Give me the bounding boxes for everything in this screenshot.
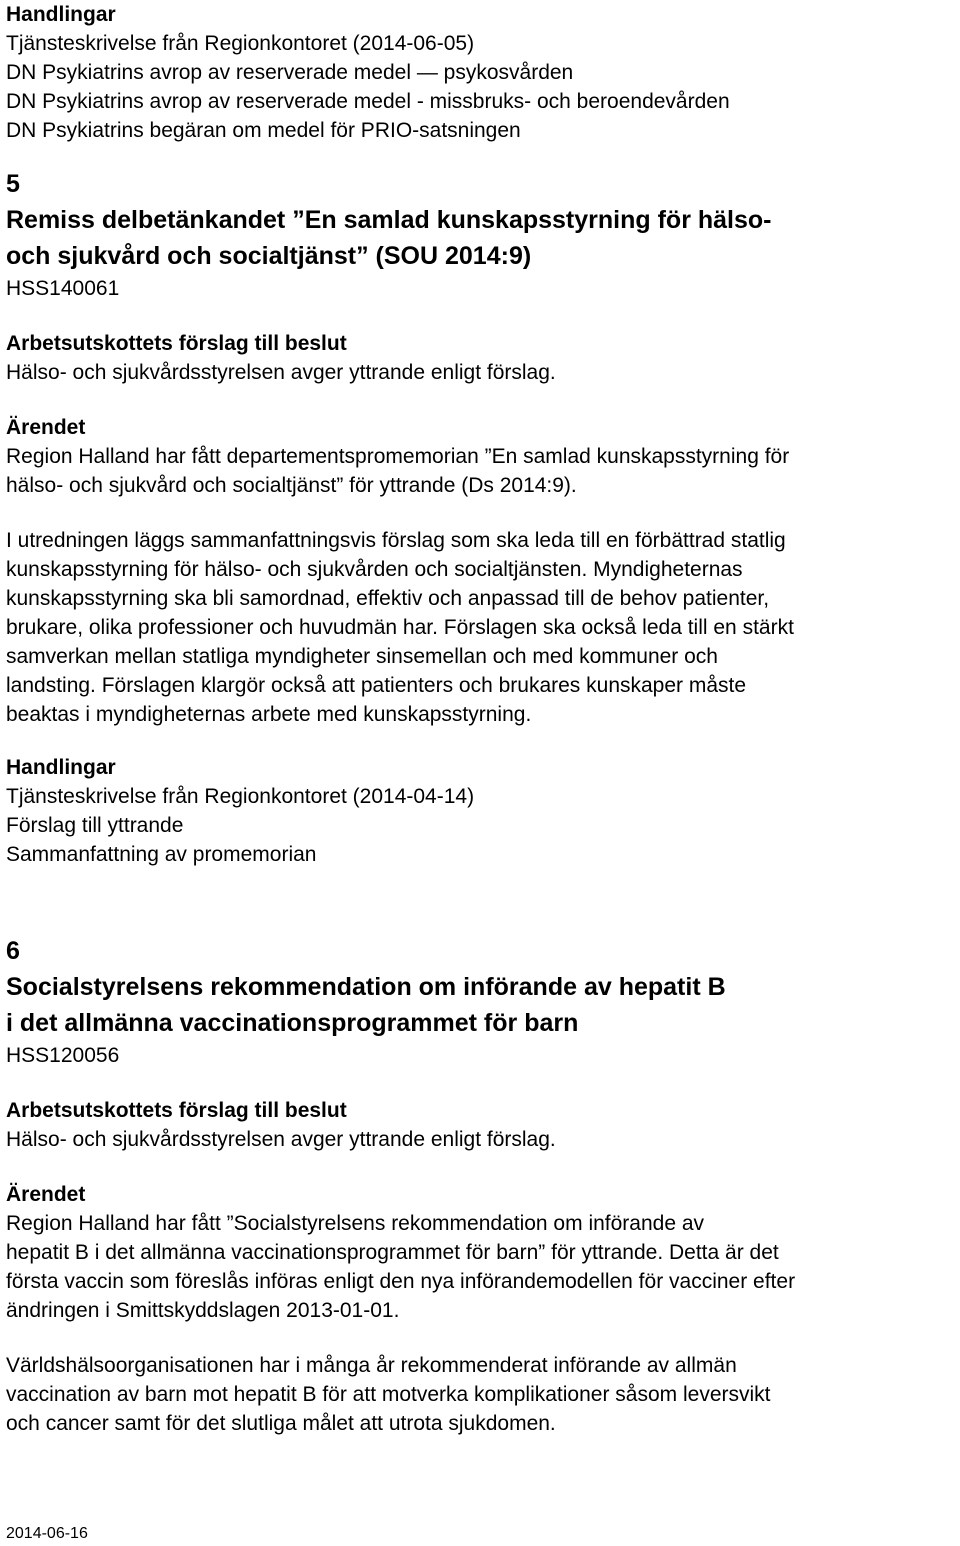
document-item: DN Psykiatrins avrop av reserverade medel — psykosvården	[6, 61, 574, 84]
item-number: 6	[6, 937, 20, 965]
matter-text-line: Region Halland har fått ”Socialstyrelsens rekommendation om införande av	[6, 1212, 705, 1235]
document-item: Sammanfattning av promemorian	[6, 843, 317, 866]
paragraph-line: kunskapsstyrning ska bli samordnad, effektiv och anpassad till de behov patienter,	[6, 587, 770, 610]
proposal-heading: Arbetsutskottets förslag till beslut	[6, 332, 347, 355]
case-id: HSS140061	[6, 277, 120, 300]
document-item: Förslag till yttrande	[6, 814, 184, 837]
item-title-line: Socialstyrelsens rekommendation om införande av hepatit B	[6, 973, 726, 1001]
documents-heading: Handlingar	[6, 3, 116, 26]
matter-text-line: ändringen i Smittskyddslagen 2013-01-01.	[6, 1299, 400, 1322]
matter-text-line: första vaccin som föreslås införas enligt den nya införandemodellen för vacciner efter	[6, 1270, 796, 1293]
paragraph-line: kunskapsstyrning för hälso- och sjukvården och socialtjänsten. Myndigheternas	[6, 558, 743, 581]
document-item: Tjänsteskrivelse från Regionkontoret (2014-04-14)	[6, 785, 475, 808]
matter-heading: Ärendet	[6, 416, 86, 439]
documents-heading: Handlingar	[6, 756, 116, 779]
paragraph-line: samverkan mellan statliga myndigheter sinsemellan och med kommuner och	[6, 645, 718, 668]
agenda-item-5	[6, 168, 794, 869]
proposal-text: Hälso- och sjukvårdsstyrelsen avger yttrande enligt förslag.	[6, 1128, 556, 1151]
paragraph-line: landsting. Förslagen klargör också att patienters och brukares kunskaper måste	[6, 674, 747, 697]
paragraph-line: vaccination av barn mot hepatit B för att motverka komplikationer såsom leversvikt	[6, 1383, 771, 1406]
summary-paragraph	[6, 526, 794, 729]
matter-text-line: hälso- och sjukvård och socialtjänst” för yttrande (Ds 2014:9).	[6, 474, 577, 497]
matter-text-line: hepatit B i det allmänna vaccinationsprogrammet för barn” för yttrande. Detta är det	[6, 1241, 779, 1264]
proposal-heading: Arbetsutskottets förslag till beslut	[6, 1099, 347, 1122]
top-documents-section	[6, 0, 730, 145]
item-title-line: Remiss delbetänkandet ”En samlad kunskapsstyrning för hälso-	[6, 206, 772, 234]
document-item: DN Psykiatrins begäran om medel för PRIO-satsningen	[6, 119, 521, 142]
matter-text-line: Region Halland har fått departementspromemorian ”En samlad kunskapsstyrning för	[6, 445, 790, 468]
agenda-item-6	[6, 935, 795, 1438]
summary-paragraph	[6, 1351, 795, 1438]
item-title-line: i det allmänna vaccinationsprogrammet för barn	[6, 1009, 579, 1037]
matter-heading: Ärendet	[6, 1183, 86, 1206]
paragraph-line: brukare, olika professioner och huvudmän har. Förslagen ska också leda till en stärkt	[6, 616, 794, 639]
paragraph-line: och cancer samt för det slutliga målet att utrota sjukdomen.	[6, 1412, 556, 1435]
paragraph-line: beaktas i myndigheternas arbete med kunskapsstyrning.	[6, 703, 532, 726]
document-item: Tjänsteskrivelse från Regionkontoret (2014-06-05)	[6, 32, 475, 55]
item-title-line: och sjukvård och socialtjänst” (SOU 2014:9)	[6, 242, 532, 270]
item-number: 5	[6, 170, 20, 198]
paragraph-line: Världshälsoorganisationen har i många år rekommenderat införande av allmän	[6, 1354, 737, 1377]
footer-date: 2014-06-16	[6, 1525, 88, 1542]
case-id: HSS120056	[6, 1044, 120, 1067]
paragraph-line: I utredningen läggs sammanfattningsvis förslag som ska leda till en förbättrad statlig	[6, 529, 786, 552]
document-item: DN Psykiatrins avrop av reserverade medel - missbruks- och beroendevården	[6, 90, 730, 113]
proposal-text: Hälso- och sjukvårdsstyrelsen avger yttrande enligt förslag.	[6, 361, 556, 384]
